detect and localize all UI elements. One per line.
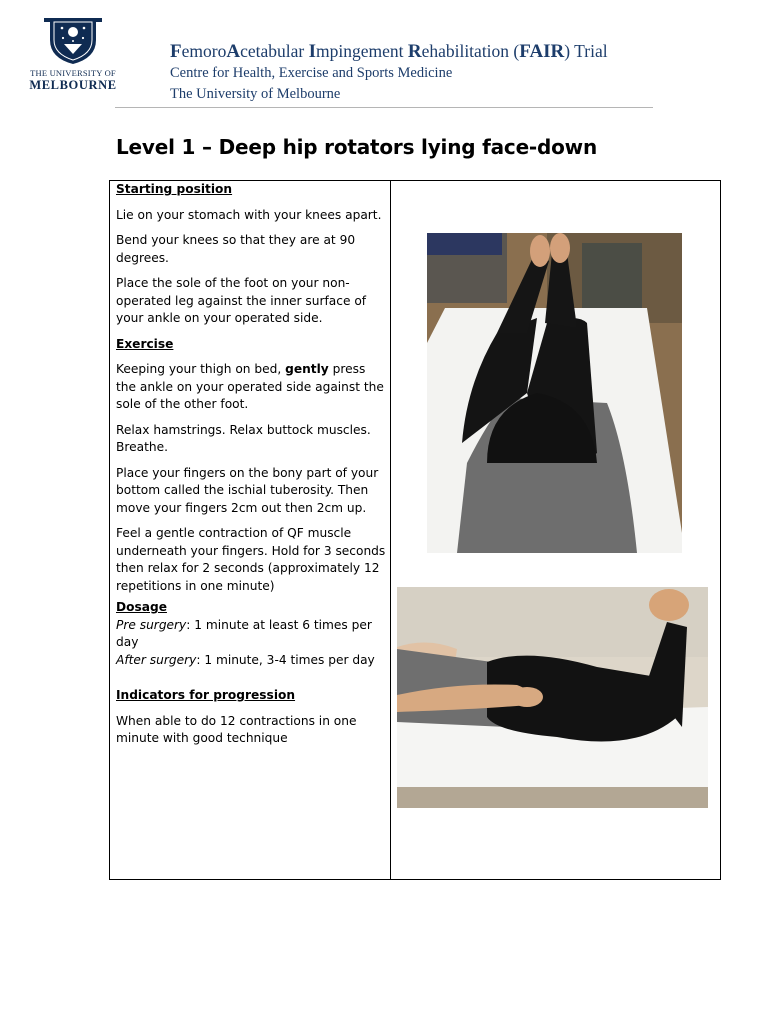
exercise-paragraph: Feel a gentle contraction of QF muscle underneath your fingers. Hold for 3 seconds then relax for 2 seconds (approximately 12 repetitions in one minute) <box>116 526 386 593</box>
logo-text-line2: MELBOURNE <box>29 78 117 92</box>
progression-heading: Indicators for progression <box>116 688 296 702</box>
exercise-heading: Exercise <box>116 336 174 351</box>
column-divider <box>390 181 391 879</box>
centre-name: Centre for Health, Exercise and Sports Medicine <box>170 65 453 81</box>
exercise-table <box>109 180 721 880</box>
trial-title: FemoroAcetabular Impingement Rehabilitation (FAIR) Trial <box>170 41 608 62</box>
starting-paragraph: Lie on your stomach with your knees apart. <box>116 207 382 222</box>
header-divider <box>115 107 653 108</box>
instructions-column <box>116 181 386 756</box>
university-crest-icon <box>42 14 104 66</box>
starting-paragraph: Place the sole of the foot on your non-operated leg against the inner surface of your ankle on your operated side. <box>116 276 367 325</box>
exercise-paragraph: Keeping your thigh on bed, gently press the ankle on your operated side against the sole of the other foot. <box>116 362 384 411</box>
page-title: Level 1 – Deep hip rotators lying face-down <box>116 135 597 159</box>
logo-text-line1: THE UNIVERSITY OF <box>30 68 116 78</box>
exercise-photo-side-view <box>397 587 708 808</box>
exercise-paragraph: Place your fingers on the bony part of your bottom called the ischial tuberosity. Then move your fingers 2cm out then 2cm up. <box>116 465 379 515</box>
starting-paragraph: Bend your knees so that they are at 90 degrees. <box>116 233 356 265</box>
dosage-after-surgery: After surgery: 1 minute, 3-4 times per day <box>116 652 375 667</box>
university-logo <box>28 14 118 102</box>
exercise-paragraph: Relax hamstrings. Relax buttock muscles. Breathe. <box>116 422 371 454</box>
progression-text: When able to do 12 contractions in one minute with good technique <box>116 713 357 745</box>
document-header <box>170 40 608 105</box>
university-name: The University of Melbourne <box>170 86 341 102</box>
dosage-pre-surgery: Pre surgery: 1 minute at least 6 times per day <box>116 617 372 649</box>
exercise-photo-prone-view <box>427 233 682 553</box>
dosage-heading: Dosage <box>116 600 167 614</box>
starting-position-heading: Starting position <box>116 182 233 196</box>
